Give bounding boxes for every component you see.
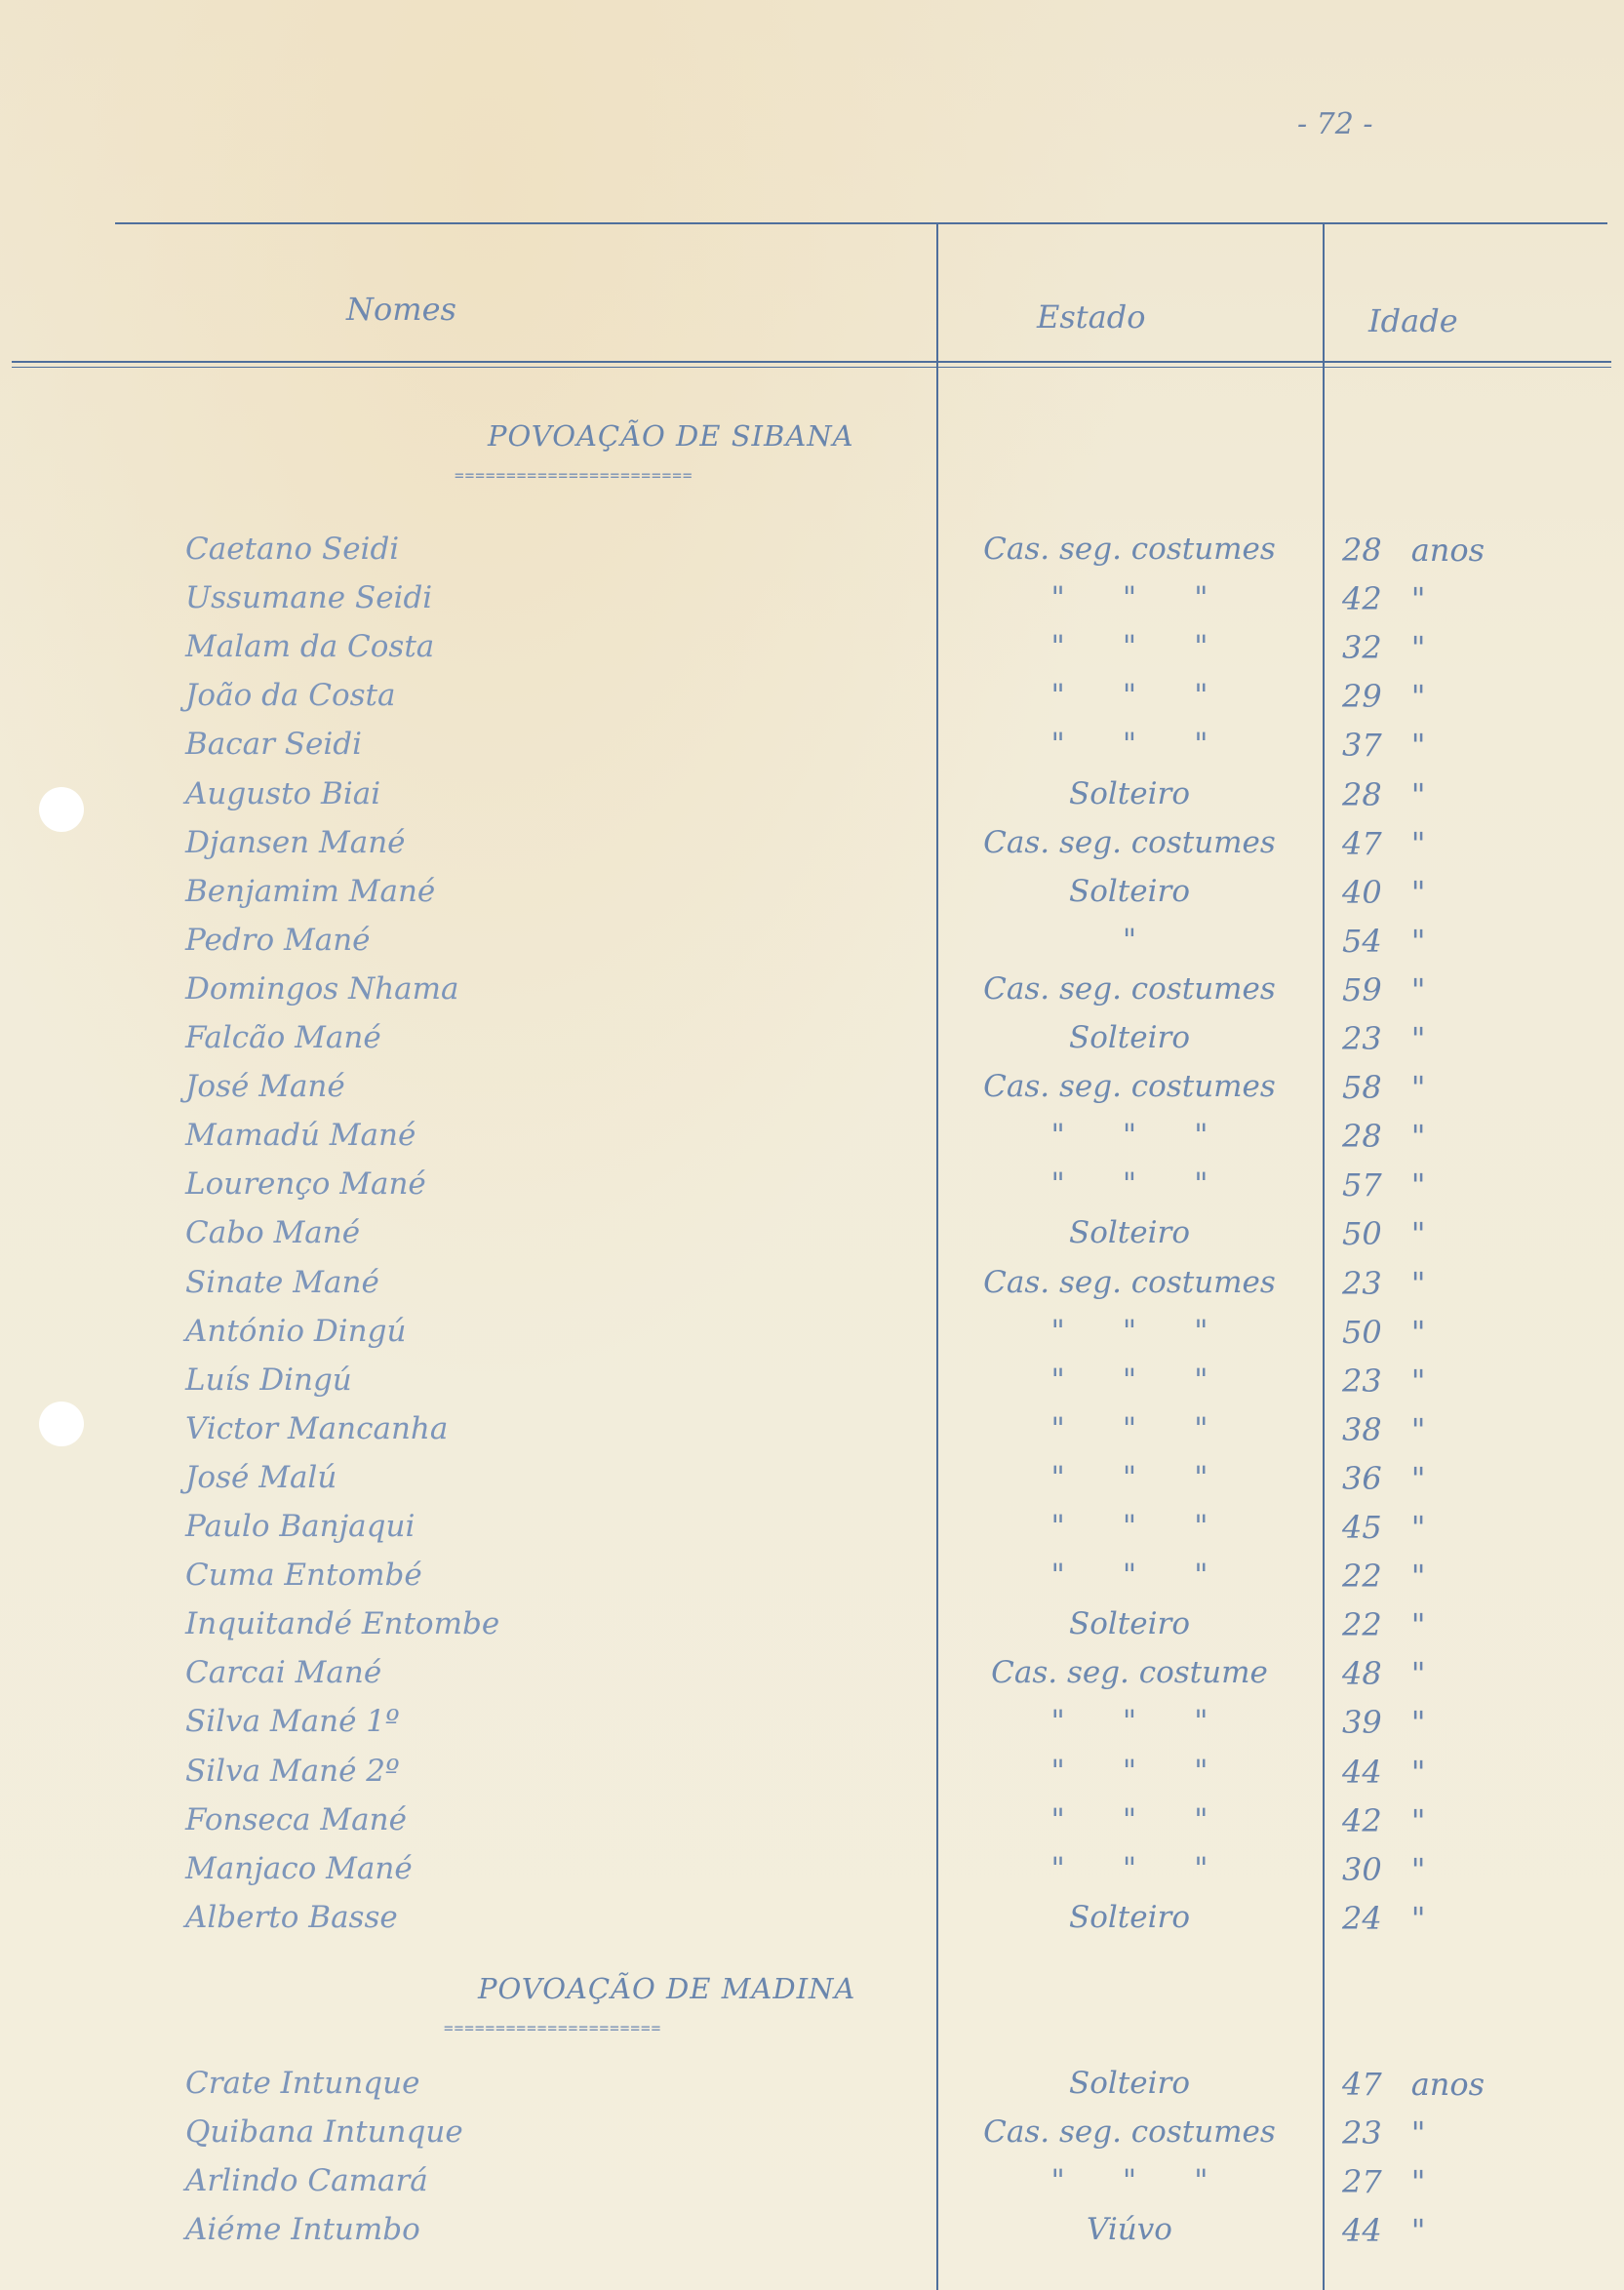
cell-nome: Paulo Banjaqui	[185, 1509, 416, 1544]
cell-estado: Solteiro	[1068, 1899, 1190, 1935]
table-row	[0, 1754, 1624, 1802]
table-row	[0, 1558, 1624, 1606]
cell-nome: Carcai Mané	[185, 1655, 382, 1691]
idade-value: 47	[1342, 2066, 1382, 2103]
cell-nome: Aiéme Intumbo	[185, 2212, 420, 2247]
table-row	[0, 1411, 1624, 1460]
table-row	[0, 2163, 1624, 2212]
cell-nome: Manjaco Mané	[185, 1850, 413, 1886]
idade-value: 54	[1342, 922, 1382, 960]
cell-idade	[1342, 1069, 1425, 1106]
cell-estado: Solteiro	[1068, 1020, 1190, 1055]
idade-unit: "	[1410, 1850, 1426, 1888]
idade-unit: "	[1410, 2212, 1426, 2249]
table-row	[0, 1020, 1624, 1069]
cell-idade	[1342, 1118, 1425, 1155]
idade-value: 23	[1342, 1362, 1382, 1400]
cell-estado: " " "	[1050, 1850, 1208, 1886]
section-underline: =======================	[455, 466, 693, 485]
idade-unit: "	[1410, 727, 1426, 765]
idade-unit: "	[1410, 1509, 1426, 1546]
cell-estado: Solteiro	[1068, 1606, 1190, 1642]
idade-value: 23	[1342, 2114, 1382, 2152]
idade-unit: "	[1410, 629, 1426, 667]
cell-estado: "	[1122, 922, 1137, 958]
cell-estado: " " "	[1050, 1558, 1208, 1594]
cell-nome: Alberto Basse	[185, 1899, 398, 1935]
cell-estado: " " "	[1050, 580, 1208, 616]
idade-value: 38	[1342, 1410, 1382, 1448]
table-row	[0, 1069, 1624, 1118]
cell-nome: António Dingú	[185, 1313, 407, 1349]
cell-estado: " " "	[1050, 1118, 1208, 1154]
table-row	[0, 1118, 1624, 1166]
cell-nome: João da Costa	[185, 678, 396, 714]
idade-value: 48	[1342, 1655, 1382, 1693]
cell-idade	[1342, 1704, 1425, 1741]
table-row	[0, 2114, 1624, 2163]
cell-estado: Solteiro	[1068, 2066, 1190, 2101]
idade-unit: "	[1410, 1655, 1426, 1693]
table-row	[0, 776, 1624, 825]
idade-unit: anos	[1410, 532, 1485, 569]
idade-value: 28	[1342, 775, 1382, 813]
table-row	[0, 1802, 1624, 1851]
table-row	[0, 1704, 1624, 1753]
table-row	[0, 1509, 1624, 1558]
cell-estado: Cas. seg. costumes	[983, 970, 1276, 1007]
cell-estado: Viúvo	[1087, 2212, 1172, 2247]
cell-idade	[1342, 2114, 1425, 2152]
cell-estado: " " "	[1050, 678, 1208, 714]
idade-value: 42	[1342, 1801, 1382, 1839]
idade-unit: "	[1410, 824, 1426, 862]
idade-unit: "	[1410, 1069, 1426, 1107]
cell-idade	[1342, 1900, 1425, 1937]
idade-value: 50	[1342, 1313, 1382, 1351]
cell-idade	[1342, 580, 1425, 617]
table-row	[0, 1215, 1624, 1264]
cell-idade	[1342, 1606, 1425, 1643]
cell-nome: Cuma Entombé	[185, 1558, 422, 1594]
idade-unit: anos	[1410, 2066, 1485, 2103]
table-row	[0, 580, 1624, 629]
cell-estado: " " "	[1050, 2163, 1208, 2198]
idade-value: 24	[1342, 1899, 1382, 1937]
idade-value: 37	[1342, 727, 1382, 765]
table-row	[0, 1265, 1624, 1314]
cell-idade	[1342, 1411, 1425, 1448]
table-row	[0, 2066, 1624, 2114]
idade-unit: "	[1410, 775, 1426, 813]
cell-nome: Malam da Costa	[185, 629, 435, 665]
idade-unit: "	[1410, 678, 1426, 716]
cell-nome: Silva Mané 1º	[185, 1704, 400, 1740]
cell-idade	[1342, 825, 1425, 862]
table-row	[0, 532, 1624, 580]
idade-value: 57	[1342, 1166, 1382, 1204]
cell-estado: Cas. seg. costume	[991, 1655, 1268, 1691]
cell-estado: Cas. seg. costumes	[983, 2114, 1276, 2150]
cell-idade	[1342, 727, 1425, 764]
idade-value: 42	[1342, 580, 1382, 618]
idade-unit: "	[1410, 873, 1426, 911]
cell-estado: " " "	[1050, 1801, 1208, 1837]
idade-value: 47	[1342, 824, 1382, 862]
cell-nome: Benjamim Mané	[185, 873, 436, 909]
cell-estado: Solteiro	[1068, 873, 1190, 909]
cell-idade	[1342, 1166, 1425, 1204]
cell-estado: " " "	[1050, 1704, 1208, 1740]
table-row	[0, 1851, 1624, 1900]
cell-idade	[1342, 532, 1485, 569]
cell-nome: Luís Dingú	[185, 1362, 352, 1398]
idade-value: 39	[1342, 1704, 1382, 1742]
cell-idade	[1342, 1265, 1425, 1302]
cell-estado: " " "	[1050, 1313, 1208, 1349]
idade-unit: "	[1410, 2114, 1426, 2152]
cell-nome: Victor Mancanha	[185, 1410, 449, 1446]
idade-value: 23	[1342, 1264, 1382, 1302]
cell-nome: Silva Mané 2º	[185, 1753, 400, 1789]
idade-value: 28	[1342, 532, 1382, 569]
table-row	[0, 678, 1624, 727]
cell-estado: Cas. seg. costumes	[983, 532, 1276, 567]
idade-value: 32	[1342, 629, 1382, 667]
idade-unit: "	[1410, 1264, 1426, 1302]
cell-estado: " " "	[1050, 1362, 1208, 1398]
cell-idade	[1342, 1020, 1425, 1057]
cell-estado: " " "	[1050, 1459, 1208, 1495]
cell-nome: Quibana Intunque	[185, 2114, 463, 2150]
header-estado: Estado	[1037, 298, 1146, 336]
idade-unit: "	[1410, 1166, 1426, 1204]
idade-value: 45	[1342, 1509, 1382, 1546]
idade-unit: "	[1410, 1899, 1426, 1937]
idade-value: 22	[1342, 1558, 1382, 1596]
idade-unit: "	[1410, 1313, 1426, 1351]
idade-value: 23	[1342, 1020, 1382, 1057]
cell-nome: Arlindo Camará	[185, 2163, 428, 2198]
table-top-rule	[115, 222, 1607, 224]
cell-idade	[1342, 971, 1425, 1008]
table-row	[0, 1655, 1624, 1704]
table-row	[0, 629, 1624, 678]
cell-nome: Inquitandé Entombe	[185, 1606, 500, 1642]
cell-nome: Cabo Mané	[185, 1215, 361, 1251]
idade-value: 44	[1342, 2212, 1382, 2249]
cell-nome: Mamadú Mané	[185, 1118, 416, 1154]
idade-unit: "	[1410, 1118, 1426, 1156]
table-row	[0, 1362, 1624, 1411]
idade-value: 28	[1342, 1118, 1382, 1156]
idade-value: 58	[1342, 1069, 1382, 1107]
cell-nome: Fonseca Mané	[185, 1801, 407, 1837]
section-title: POVOAÇÃO DE MADINA	[478, 1972, 856, 2005]
header-nomes: Nomes	[346, 291, 456, 328]
cell-estado: Solteiro	[1068, 1215, 1190, 1251]
table-row	[0, 1606, 1624, 1655]
cell-idade	[1342, 1754, 1425, 1791]
idade-value: 27	[1342, 2163, 1382, 2200]
header-idade: Idade	[1368, 302, 1458, 339]
cell-idade	[1342, 1509, 1425, 1546]
cell-estado: Cas. seg. costumes	[983, 1069, 1276, 1105]
table-row	[0, 2212, 1624, 2261]
cell-nome: Lourenço Mané	[185, 1166, 426, 1203]
header-bottom-rule-double	[12, 367, 1611, 368]
idade-unit: "	[1410, 2163, 1426, 2200]
cell-idade	[1342, 629, 1425, 666]
cell-idade	[1342, 923, 1425, 960]
table-row	[0, 1314, 1624, 1362]
cell-nome: Sinate Mané	[185, 1264, 379, 1300]
table-row	[0, 1900, 1624, 1949]
cell-nome: Falcão Mané	[185, 1020, 381, 1055]
idade-unit: "	[1410, 580, 1426, 618]
cell-idade	[1342, 1215, 1425, 1252]
cell-nome: Augusto Biai	[185, 775, 381, 811]
cell-idade	[1342, 2066, 1485, 2103]
idade-unit: "	[1410, 1459, 1426, 1497]
cell-estado: Cas. seg. costumes	[983, 824, 1276, 860]
cell-nome: Ussumane Seidi	[185, 580, 433, 616]
cell-idade	[1342, 1655, 1425, 1692]
cell-idade	[1342, 678, 1425, 715]
cell-estado: " " "	[1050, 1410, 1208, 1446]
cell-estado: " " "	[1050, 1166, 1208, 1203]
table-row	[0, 874, 1624, 923]
idade-unit: "	[1410, 970, 1426, 1008]
cell-idade	[1342, 776, 1425, 813]
cell-idade	[1342, 1802, 1425, 1839]
header-bottom-rule	[12, 361, 1611, 363]
idade-value: 44	[1342, 1753, 1382, 1791]
idade-unit: "	[1410, 1704, 1426, 1742]
idade-unit: "	[1410, 922, 1426, 960]
page-number: - 72 -	[1297, 107, 1373, 141]
cell-nome: Bacar Seidi	[185, 727, 363, 763]
section-underline: =====================	[444, 2019, 662, 2037]
table-row	[0, 971, 1624, 1020]
idade-unit: "	[1410, 1606, 1426, 1644]
cell-estado: " " "	[1050, 1753, 1208, 1789]
cell-nome: José Malú	[185, 1459, 337, 1495]
cell-estado: Cas. seg. costumes	[983, 1264, 1276, 1300]
cell-estado: " " "	[1050, 1509, 1208, 1544]
idade-unit: "	[1410, 1410, 1426, 1448]
idade-unit: "	[1410, 1362, 1426, 1400]
cell-nome: Caetano Seidi	[185, 532, 400, 567]
idade-value: 40	[1342, 873, 1382, 911]
cell-nome: Pedro Mané	[185, 922, 371, 958]
idade-value: 22	[1342, 1606, 1382, 1644]
idade-unit: "	[1410, 1753, 1426, 1791]
cell-nome: Domingos Nhama	[185, 970, 459, 1007]
cell-idade	[1342, 1851, 1425, 1888]
table-row	[0, 825, 1624, 874]
idade-value: 30	[1342, 1850, 1382, 1888]
cell-idade	[1342, 2212, 1425, 2249]
cell-idade	[1342, 2163, 1425, 2200]
cell-idade	[1342, 1314, 1425, 1351]
idade-unit: "	[1410, 1558, 1426, 1596]
table-row	[0, 923, 1624, 971]
cell-nome: Crate Intunque	[185, 2066, 420, 2101]
cell-estado: Solteiro	[1068, 775, 1190, 811]
cell-idade	[1342, 1362, 1425, 1400]
idade-value: 50	[1342, 1215, 1382, 1253]
idade-value: 59	[1342, 970, 1382, 1008]
cell-nome: Djansen Mané	[185, 824, 406, 860]
cell-idade	[1342, 874, 1425, 911]
cell-idade	[1342, 1558, 1425, 1595]
cell-nome: José Mané	[185, 1069, 345, 1105]
section-title: POVOAÇÃO DE SIBANA	[488, 419, 854, 453]
idade-unit: "	[1410, 1801, 1426, 1839]
cell-estado: " " "	[1050, 629, 1208, 665]
table-row	[0, 1460, 1624, 1509]
table-row	[0, 727, 1624, 775]
table-row	[0, 1166, 1624, 1215]
idade-unit: "	[1410, 1020, 1426, 1057]
idade-value: 29	[1342, 678, 1382, 716]
cell-estado: " " "	[1050, 727, 1208, 763]
cell-idade	[1342, 1460, 1425, 1497]
idade-unit: "	[1410, 1215, 1426, 1253]
idade-value: 36	[1342, 1459, 1382, 1497]
